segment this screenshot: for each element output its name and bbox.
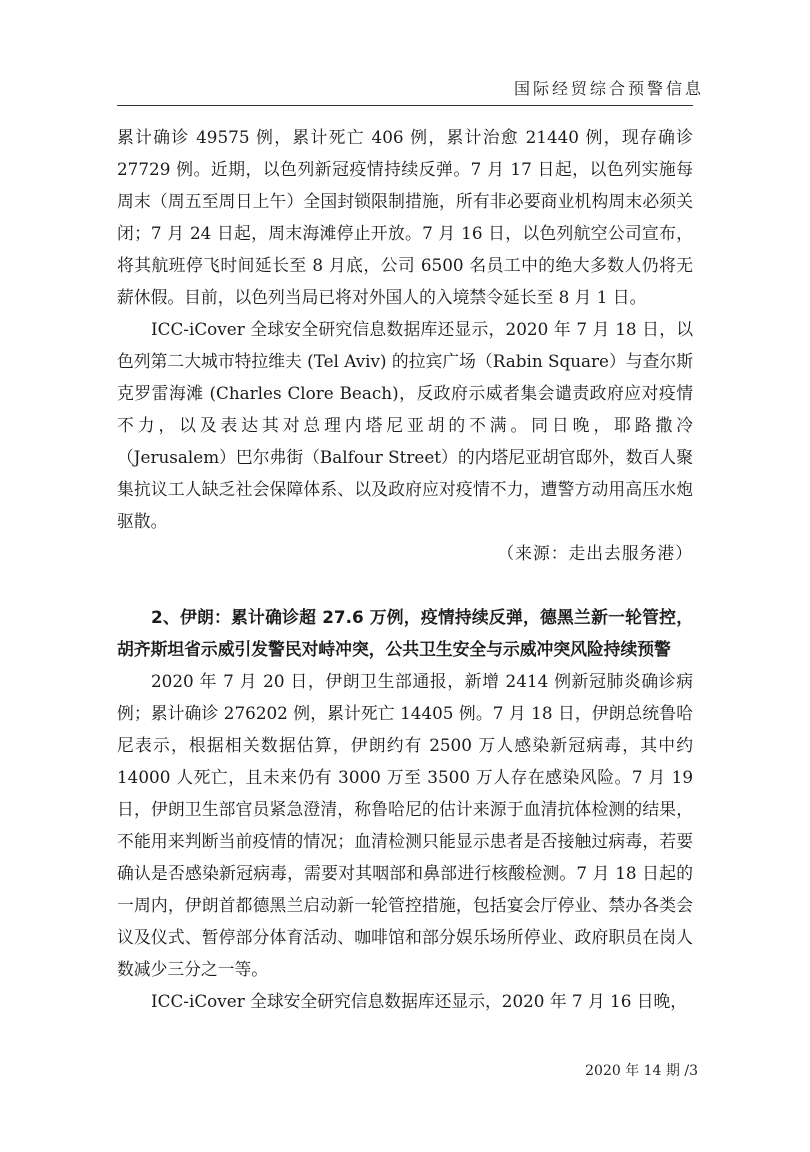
page-number: 2020 年 14 期 /3 [585, 1063, 698, 1079]
paragraph-israel-protests: ICC-iCover 全球安全研究信息数据库还显示，2020 年 7 月 18 日，以色列第二大城市特拉维夫 (Tel Aviv) 的拉宾广场（Rabin Square）与查尔斯克罗雷海滩 (Charles Clore Beach)，反政府示威者集会谴责政府应对疫情不力，以及表达其对总理内塔尼亚胡的不满。同日晚，耶路撒冷（Jerusalem）巴尔弗街（Balfour Street）的内塔尼亚胡官邸外，数百人聚集抗议工人缺乏社会保障体系、以及政府应对疫情不力，遭警方动用高压水炮驱散。 [117, 319, 693, 531]
paragraph-israel-stats: 累计确诊 49575 例，累计死亡 406 例，累计治愈 21440 例，现存确诊 27729 例。近期，以色列新冠疫情持续反弹。7 月 17 日起，以色列实施每周末（周五至周日上午）全国封锁限制措施，所有非必要商业机构周末必须关闭；7 月 24 日起，周末海滩停止开放。7 月 16 日，以色列航空公司宣布，将其航班停飞时间延长至 8 月底，公司 6500 名员工中的绝大多数人仍将无薪休假。目前，以色列当局已将对外国人的入境禁令延长至 8 月 1 日。 [117, 127, 693, 307]
article-body [117, 121, 693, 1017]
header-divider [117, 105, 693, 106]
paragraph-iran-stats: 2020 年 7 月 20 日，伊朗卫生部通报，新增 2414 例新冠肺炎确诊病例；累计确诊 276202 例，累计死亡 14405 例。7 月 18 日，伊朗总统鲁哈尼表示，根据相关数据估算，伊朗约有 2500 万人感染新冠病毒，其中约 14000 人死亡，且未来仍有 3000 万至 3500 万人存在感染风险。7 月 19 日，伊朗卫生部官员紧急澄清，称鲁哈尼的估计来源于血清抗体检测的结果，不能用来判断当前疫情的情况；血清检测只能显示患者是否接触过病毒，若要确认是否感染新冠病毒，需要对其咽部和鼻部进行核酸检测。7 月 18 日起的一周内，伊朗首都德黑兰启动新一轮管控措施，包括宴会厅停业、禁办各类会议及仪式、暂停部分体育活动、咖啡馆和部分娱乐场所停业、政府职员在岗人数减少三分之一等。 [117, 671, 693, 979]
paragraph-iran-protests: ICC-iCover 全球安全研究信息数据库还显示，2020 年 7 月 16 日晚， [151, 991, 688, 1011]
running-header: 国际经贸综合预警信息 [513, 79, 704, 98]
source-note: （来源：走出去服务港） [497, 543, 693, 563]
section-heading-iran: 2、伊朗：累计确诊超 27.6 万例，疫情持续反弹，德黑兰新一轮管控，胡齐斯坦省示威引发警民对峙冲突，公共卫生安全与示威冲突风险持续预警 [117, 607, 693, 659]
